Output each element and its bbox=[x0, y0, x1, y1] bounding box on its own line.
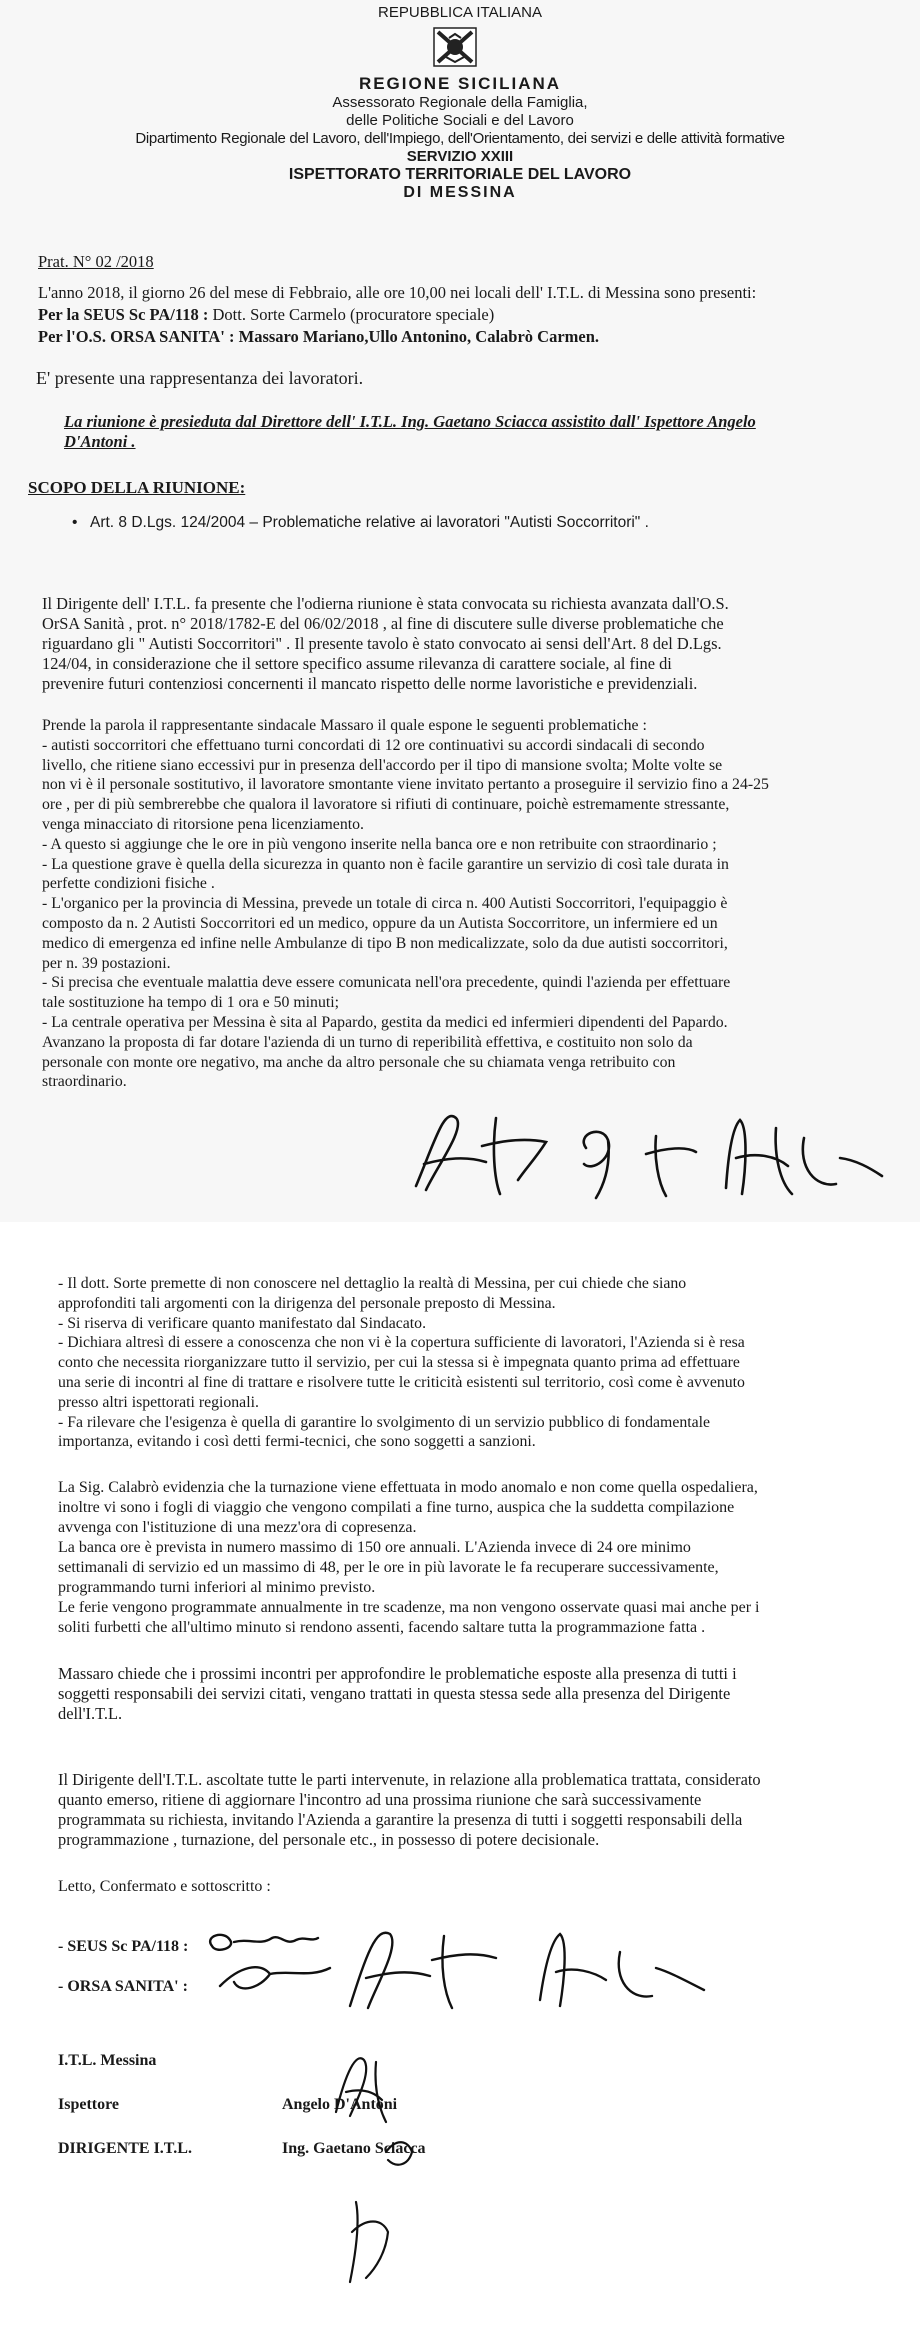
signature-label-seus: - SEUS Sc PA/118 : bbox=[58, 1938, 189, 1955]
paragraph-line: Massaro chiede che i prossimi incontri per approfondire le problematiche esposte alla presenza di tutti i bbox=[58, 1664, 737, 1683]
paragraph-line: venga minacciato di ritorsione pena licenziamento. bbox=[42, 815, 364, 833]
paragraph-line: presso altri ispettorati regionali. bbox=[58, 1393, 259, 1411]
intro-line-1: L'anno 2018, il giorno 26 del mese di Febbraio, alle ore 10,00 nei locali dell' I.T.L. di Messina sono presenti: bbox=[38, 283, 757, 302]
paragraph-line: approfonditi tali argomenti con la dirigenza del personale preposto di Messina. bbox=[58, 1294, 556, 1312]
paragraph-line: - La centrale operativa per Messina è sita al Papardo, gestita da medici ed infermieri dipendenti del Papardo. bbox=[42, 1013, 728, 1031]
paragraph-dirigente bbox=[42, 594, 729, 694]
paragraph-line: soggetti responsabili dei servizi citati, vengano trattati in questa stessa sede alla presenza del Dirigente bbox=[58, 1684, 731, 1703]
paragraph-line: ore , per di più sembrerebbe che qualora il lavoratore si rifiuti di continuare, poichè estremamente stressante, bbox=[42, 796, 730, 814]
paragraph-line: - L'organico per la provincia di Messina, prevede un totale di circa n. 400 Autisti Soccorritori, l'equipaggio è bbox=[42, 895, 728, 913]
paragraph-line: - Dichiara altresì di essere a conoscenza che non vi è la copertura sufficiente di lavoratori, l'Azienda si è resa bbox=[58, 1334, 745, 1352]
header-assessorato-2: delle Politiche Sociali e del Lavoro bbox=[346, 112, 574, 129]
paragraph-line: Le ferie vengono programmate annualmente in tre scadenze, ma non vengono osservate quasi mai anche per i bbox=[58, 1599, 760, 1616]
intro-line-2 bbox=[38, 304, 494, 326]
paragraph-line: quanto emerso, ritiene di aggiornare l'incontro ad una prossima riunione che sarà successivamente bbox=[58, 1790, 702, 1809]
paragraph-line: programmando turni inferiori al minimo previsto. bbox=[58, 1579, 376, 1596]
scope-item bbox=[72, 514, 649, 532]
paragraph-line: importanza, evitando i così detti fermi-tecnici, che sono soggetti a sanzioni. bbox=[58, 1433, 536, 1451]
intro-seus-rest: Dott. Sorte Carmelo (procuratore speciale) bbox=[208, 305, 495, 324]
paragraph-line: livello, che ritiene siano eccessivi pur in presenza dell'accordo per il tipo di mansione svolta; Molte volte se bbox=[42, 756, 723, 774]
sicily-emblem-icon bbox=[432, 24, 478, 70]
signoff: Letto, Confermato e sottoscritto : bbox=[58, 1878, 271, 1895]
intro-line-3: Per l'O.S. ORSA SANITA' : Massaro Mariano,Ullo Antonino, Calabrò Carmen. bbox=[38, 327, 600, 346]
chair-line: La riunione è presieduta dal Direttore dell' I.T.L. Ing. Gaetano Sciacca assistito dall' Ispettore Angelo bbox=[64, 412, 756, 431]
paragraph-line: riguardano gli " Autisti Soccorritori" . Il presente tavolo è stato convocato ai sensi dell'Art. 8 del D.Lgs. bbox=[42, 634, 722, 653]
paragraph-line: conto che necessita riorganizzare tutto il servizio, per cui la stessa si è impegnata quanto prima ad effettuare bbox=[58, 1354, 740, 1372]
paragraph-line: - Fa rilevare che l'esigenza è quella di garantire lo svolgimento di un servizio pubblico di fondamentale bbox=[58, 1413, 711, 1431]
paragraph-line: Prende la parola il rappresentante sindacale Massaro il quale espone le seguenti problematiche : bbox=[42, 717, 647, 734]
paragraph-line: composto da n. 2 Autisti Soccorritori ed un medico, oppure da un Autista Soccorritore, un infermiere ed un bbox=[42, 914, 718, 932]
paragraph-line: La banca ore è prevista in numero massimo di 150 ore annuali. L'Azienda invece di 24 ore minimo bbox=[58, 1539, 691, 1556]
paragraph-line: una serie di incontri al fine di trattare e risolvere tutte le criticità esistenti sul territorio, così come è avvenuto bbox=[58, 1373, 745, 1391]
paragraph-line: - La questione grave è quella della sicurezza in quanto non è facile garantire un servizio di così tale durata in bbox=[42, 855, 729, 873]
paragraph-line: Avanzano la proposta di far dotare l'azienda di un turno di reperibilità effettiva, e costituito non solo da bbox=[42, 1033, 693, 1051]
handwritten-signatures-parties bbox=[200, 1916, 720, 2016]
paragraph-massaro bbox=[42, 716, 769, 1092]
paragraph-line: programmata su richiesta, invitando l'Azienda a garantire la presenza di tutti i soggetti responsabili della bbox=[58, 1810, 743, 1829]
paragraph-line: straordinario. bbox=[42, 1073, 127, 1091]
handwritten-signatures-page1 bbox=[396, 1098, 896, 1208]
paragraph-line: - A questo si aggiunge che le ore in più vengono inserite nella banca ore e non retribuite con straordinario ; bbox=[42, 835, 717, 853]
paragraph-massaro-request bbox=[58, 1664, 737, 1724]
practice-number: Prat. N° 02 /2018 bbox=[38, 252, 154, 271]
paragraph-line: prevenire futuri contenziosi concernenti il mancato rispetto delle norme lavoristiche e previdenziali. bbox=[42, 674, 698, 693]
header-inspectorate-1: ISPETTORATO TERRITORIALE DEL LAVORO bbox=[288, 166, 632, 183]
header-inspectorate-2: DI MESSINA bbox=[403, 184, 517, 201]
paragraph-line: - autisti soccorritori che effettuano turni concordati di 12 ore continuativi su accordi sindacali di secondo bbox=[42, 736, 705, 754]
workers-present: E' presente una rappresentanza dei lavoratori. bbox=[36, 368, 364, 388]
paragraph-line: personale con monte ore negativo, ma anche da altro personale che su chiamata venga retribuito con bbox=[42, 1053, 676, 1071]
scope-item-text: Art. 8 D.Lgs. 124/2004 – Problematiche relative ai lavoratori "Autisti Soccorritori" . bbox=[90, 514, 649, 531]
header-department: Dipartimento Regionale del Lavoro, dell'Impiego, dell'Orientamento, dei servizi e delle attività formative bbox=[135, 130, 785, 147]
paragraph-line: soliti furbetti che all'ultimo minuto si rendono assenti, facendo saltare tutta la programmazione fatta . bbox=[58, 1619, 706, 1636]
paragraph-line: La Sig. Calabrò evidenzia che la turnazione viene effettuata in modo anomalo e non come quella ospedaliera, bbox=[58, 1479, 758, 1496]
paragraph-calabro bbox=[58, 1478, 760, 1638]
paragraph-line: settimanali di servizio ed un massimo di 48, per le ore in più lavorate le fa recuperare successivamente, bbox=[58, 1559, 719, 1576]
paragraph-line: per n. 39 postazioni. bbox=[42, 954, 171, 972]
signature-label-director: DIRIGENTE I.T.L. bbox=[58, 2140, 192, 2157]
bullet-icon: • bbox=[72, 514, 78, 531]
header-republic: REPUBBLICA ITALIANA bbox=[378, 4, 542, 21]
signature-label-orsa: - ORSA SANITA' : bbox=[58, 1978, 188, 1995]
paragraph-line: - Si precisa che eventuale malattia deve essere comunicata nell'ora precedente, quindi l'azienda per effettuare bbox=[42, 974, 731, 992]
paragraph-conclusion bbox=[58, 1770, 761, 1850]
paragraph-line: Il Dirigente dell'I.T.L. ascoltate tutte le parti intervenute, in relazione alla problematica trattata, considerato bbox=[58, 1770, 761, 1789]
chair-paragraph bbox=[64, 412, 904, 452]
paragraph-sorte bbox=[58, 1274, 745, 1452]
inspector-name: Angelo D'Antoni bbox=[282, 2096, 398, 2113]
scope-title: SCOPO DELLA RIUNIONE: bbox=[28, 478, 246, 497]
paragraph-line: inoltre vi sono i fogli di viaggio che vengono compilati a fine turno, auspica che la suddetta compilazione bbox=[58, 1499, 735, 1516]
paragraph-line: 124/04, in considerazione che il settore specifico assume rilevanza di carattere sociale, al fine di bbox=[42, 654, 672, 673]
paragraph-line: non vi è il personale sostitutivo, il lavoratore smontante viene invitato pertanto a proseguire il servizio fino a 24-25 bbox=[42, 776, 769, 794]
paragraph-line: - Si riserva di verificare quanto manifestato dal Sindacato. bbox=[58, 1314, 427, 1332]
paragraph-line: programmazione , turnazione, del personale etc., in possesso di potere decisionale. bbox=[58, 1830, 600, 1849]
paragraph-line: tale sostituzione ha tempo di 1 ora e 50 minuti; bbox=[42, 994, 340, 1012]
signature-label-itl: I.T.L. Messina bbox=[58, 2052, 157, 2069]
header-service: SERVIZIO XXIII bbox=[406, 148, 514, 165]
paragraph-line: - Il dott. Sorte premette di non conoscere nel dettaglio la realtà di Messina, per cui chiede che siano bbox=[58, 1275, 687, 1292]
paragraph-line: OrSA Sanità , prot. n° 2018/1782-E del 06/02/2018 , al fine di discutere sulle diverse problematiche che bbox=[42, 614, 724, 633]
header-assessorato-1: Assessorato Regionale della Famiglia, bbox=[332, 94, 588, 111]
paragraph-line: perfette condizioni fisiche . bbox=[42, 875, 215, 893]
intro-seus-label: Per la SEUS Sc PA/118 : bbox=[38, 305, 209, 324]
paragraph-line: avvenga con l'istituzione di una mezz'ora di copresenza. bbox=[58, 1519, 417, 1536]
paragraph-line: medico di emergenza ed infine nelle Ambulanze di tipo B non medicalizzate, solo da due autisti soccorritori, bbox=[42, 934, 728, 952]
header-region: REGIONE SICILIANA bbox=[358, 74, 562, 93]
paragraph-line: Il Dirigente dell' I.T.L. fa presente che l'odierna riunione è stata convocata su richiesta avanzata dall'O.S. bbox=[42, 594, 729, 613]
chair-line: D'Antoni . bbox=[64, 432, 136, 451]
director-name: Ing. Gaetano Sciacca bbox=[282, 2140, 426, 2157]
signature-label-inspector: Ispettore bbox=[58, 2096, 120, 2113]
paragraph-line: dell'I.T.L. bbox=[58, 1704, 123, 1723]
handwritten-signatures-officials bbox=[316, 2042, 476, 2292]
